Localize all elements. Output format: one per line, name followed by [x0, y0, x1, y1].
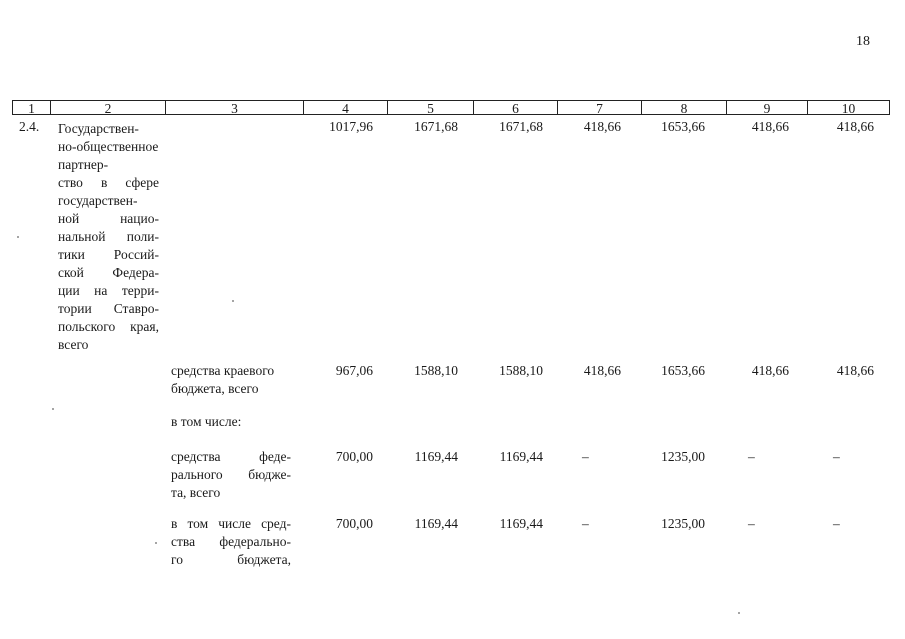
row-federal-label-line: рального бюдже- — [171, 467, 291, 482]
row-regional-col-6: 1588,10 — [499, 363, 543, 378]
row-federal-incl-label-line: в том числе сред- — [171, 516, 291, 531]
row-name-line: тории Ставро- — [58, 301, 159, 316]
row-federal-label — [171, 448, 291, 502]
row-federal-incl-col-8: 1235,00 — [661, 516, 705, 531]
header-col-3: 3 — [165, 100, 303, 115]
scan-speck — [232, 300, 234, 302]
row-federal-col-8: 1235,00 — [661, 449, 705, 464]
row-federal-col-9: – — [748, 449, 755, 464]
scan-speck — [738, 612, 740, 614]
row-regional-col-8: 1653,66 — [661, 363, 705, 378]
row-name-line: ской Федера- — [58, 265, 159, 280]
scan-speck — [17, 236, 19, 238]
row-name-line: ной нацио- — [58, 211, 159, 226]
row-federal-incl-col-6: 1169,44 — [499, 516, 543, 531]
row-federal-col-5: 1169,44 — [414, 449, 458, 464]
row-main-col-10: 418,66 — [836, 119, 874, 134]
scan-speck — [52, 408, 54, 410]
row-regional-col-10: 418,66 — [836, 363, 874, 378]
row-name-line: но-общественное партнер- — [58, 139, 159, 172]
row-name-line: нальной поли- — [58, 229, 159, 244]
row-federal-col-6: 1169,44 — [499, 449, 543, 464]
row-main-col-7: 418,66 — [583, 119, 621, 134]
row-federal-incl-label-line: го бюджета, — [171, 552, 291, 567]
row-regional-col-9: 418,66 — [751, 363, 789, 378]
row-name-line: польского края, — [58, 319, 159, 334]
row-federal-incl-col-10: – — [833, 516, 840, 531]
row-federal-incl-col-7: – — [582, 516, 589, 531]
header-col-2: 2 — [50, 100, 165, 115]
row-federal-incl-col-9: – — [748, 516, 755, 531]
header-col-10: 10 — [807, 100, 890, 115]
row-regional-col-4: 967,06 — [335, 363, 373, 378]
header-col-8: 8 — [641, 100, 726, 115]
row-main-col-5: 1671,68 — [414, 119, 458, 134]
row-federal-label-line: та, всего — [171, 485, 221, 500]
row-name-line: тики Россий- — [58, 247, 159, 262]
page-number: 18 — [856, 34, 870, 49]
row-main-col-6: 1671,68 — [499, 119, 543, 134]
row-federal-incl-label-line: ства федерально- — [171, 534, 291, 549]
row-federal-col-10: – — [833, 449, 840, 464]
header-col-7: 7 — [557, 100, 641, 115]
header-col-9: 9 — [726, 100, 807, 115]
table-header-row — [12, 100, 878, 116]
header-col-5: 5 — [387, 100, 473, 115]
row-number: 2.4. — [19, 119, 40, 134]
row-name-line: ции на терри- — [58, 283, 159, 298]
row-federal-col-4: 700,00 — [335, 449, 373, 464]
row-regional-label — [171, 362, 291, 398]
row-name-line: Государствен- — [58, 121, 139, 136]
row-federal-incl-col-4: 700,00 — [335, 516, 373, 531]
row-federal-incl-label — [171, 515, 291, 569]
row-main-col-4: 1017,96 — [329, 119, 373, 134]
row-name-line: ство в сфере — [58, 175, 159, 190]
row-main-col-8: 1653,66 — [661, 119, 705, 134]
row-including-label: в том числе: — [171, 414, 242, 429]
row-federal-label-line: средства феде- — [171, 449, 291, 464]
row-main-col-9: 418,66 — [751, 119, 789, 134]
row-name-line: всего — [58, 337, 89, 352]
row-federal-incl-col-5: 1169,44 — [414, 516, 458, 531]
row-regional-label-line: бюджета, всего — [171, 381, 259, 396]
header-col-4: 4 — [303, 100, 387, 115]
header-col-6: 6 — [473, 100, 557, 115]
row-regional-col-5: 1588,10 — [414, 363, 458, 378]
row-regional-label-line: средства краевого — [171, 363, 275, 378]
row-name — [58, 120, 159, 354]
row-name-line: государствен- — [58, 193, 138, 208]
scan-speck — [155, 542, 157, 544]
row-federal-col-7: – — [582, 449, 589, 464]
header-col-1: 1 — [12, 100, 50, 115]
row-regional-col-7: 418,66 — [583, 363, 621, 378]
